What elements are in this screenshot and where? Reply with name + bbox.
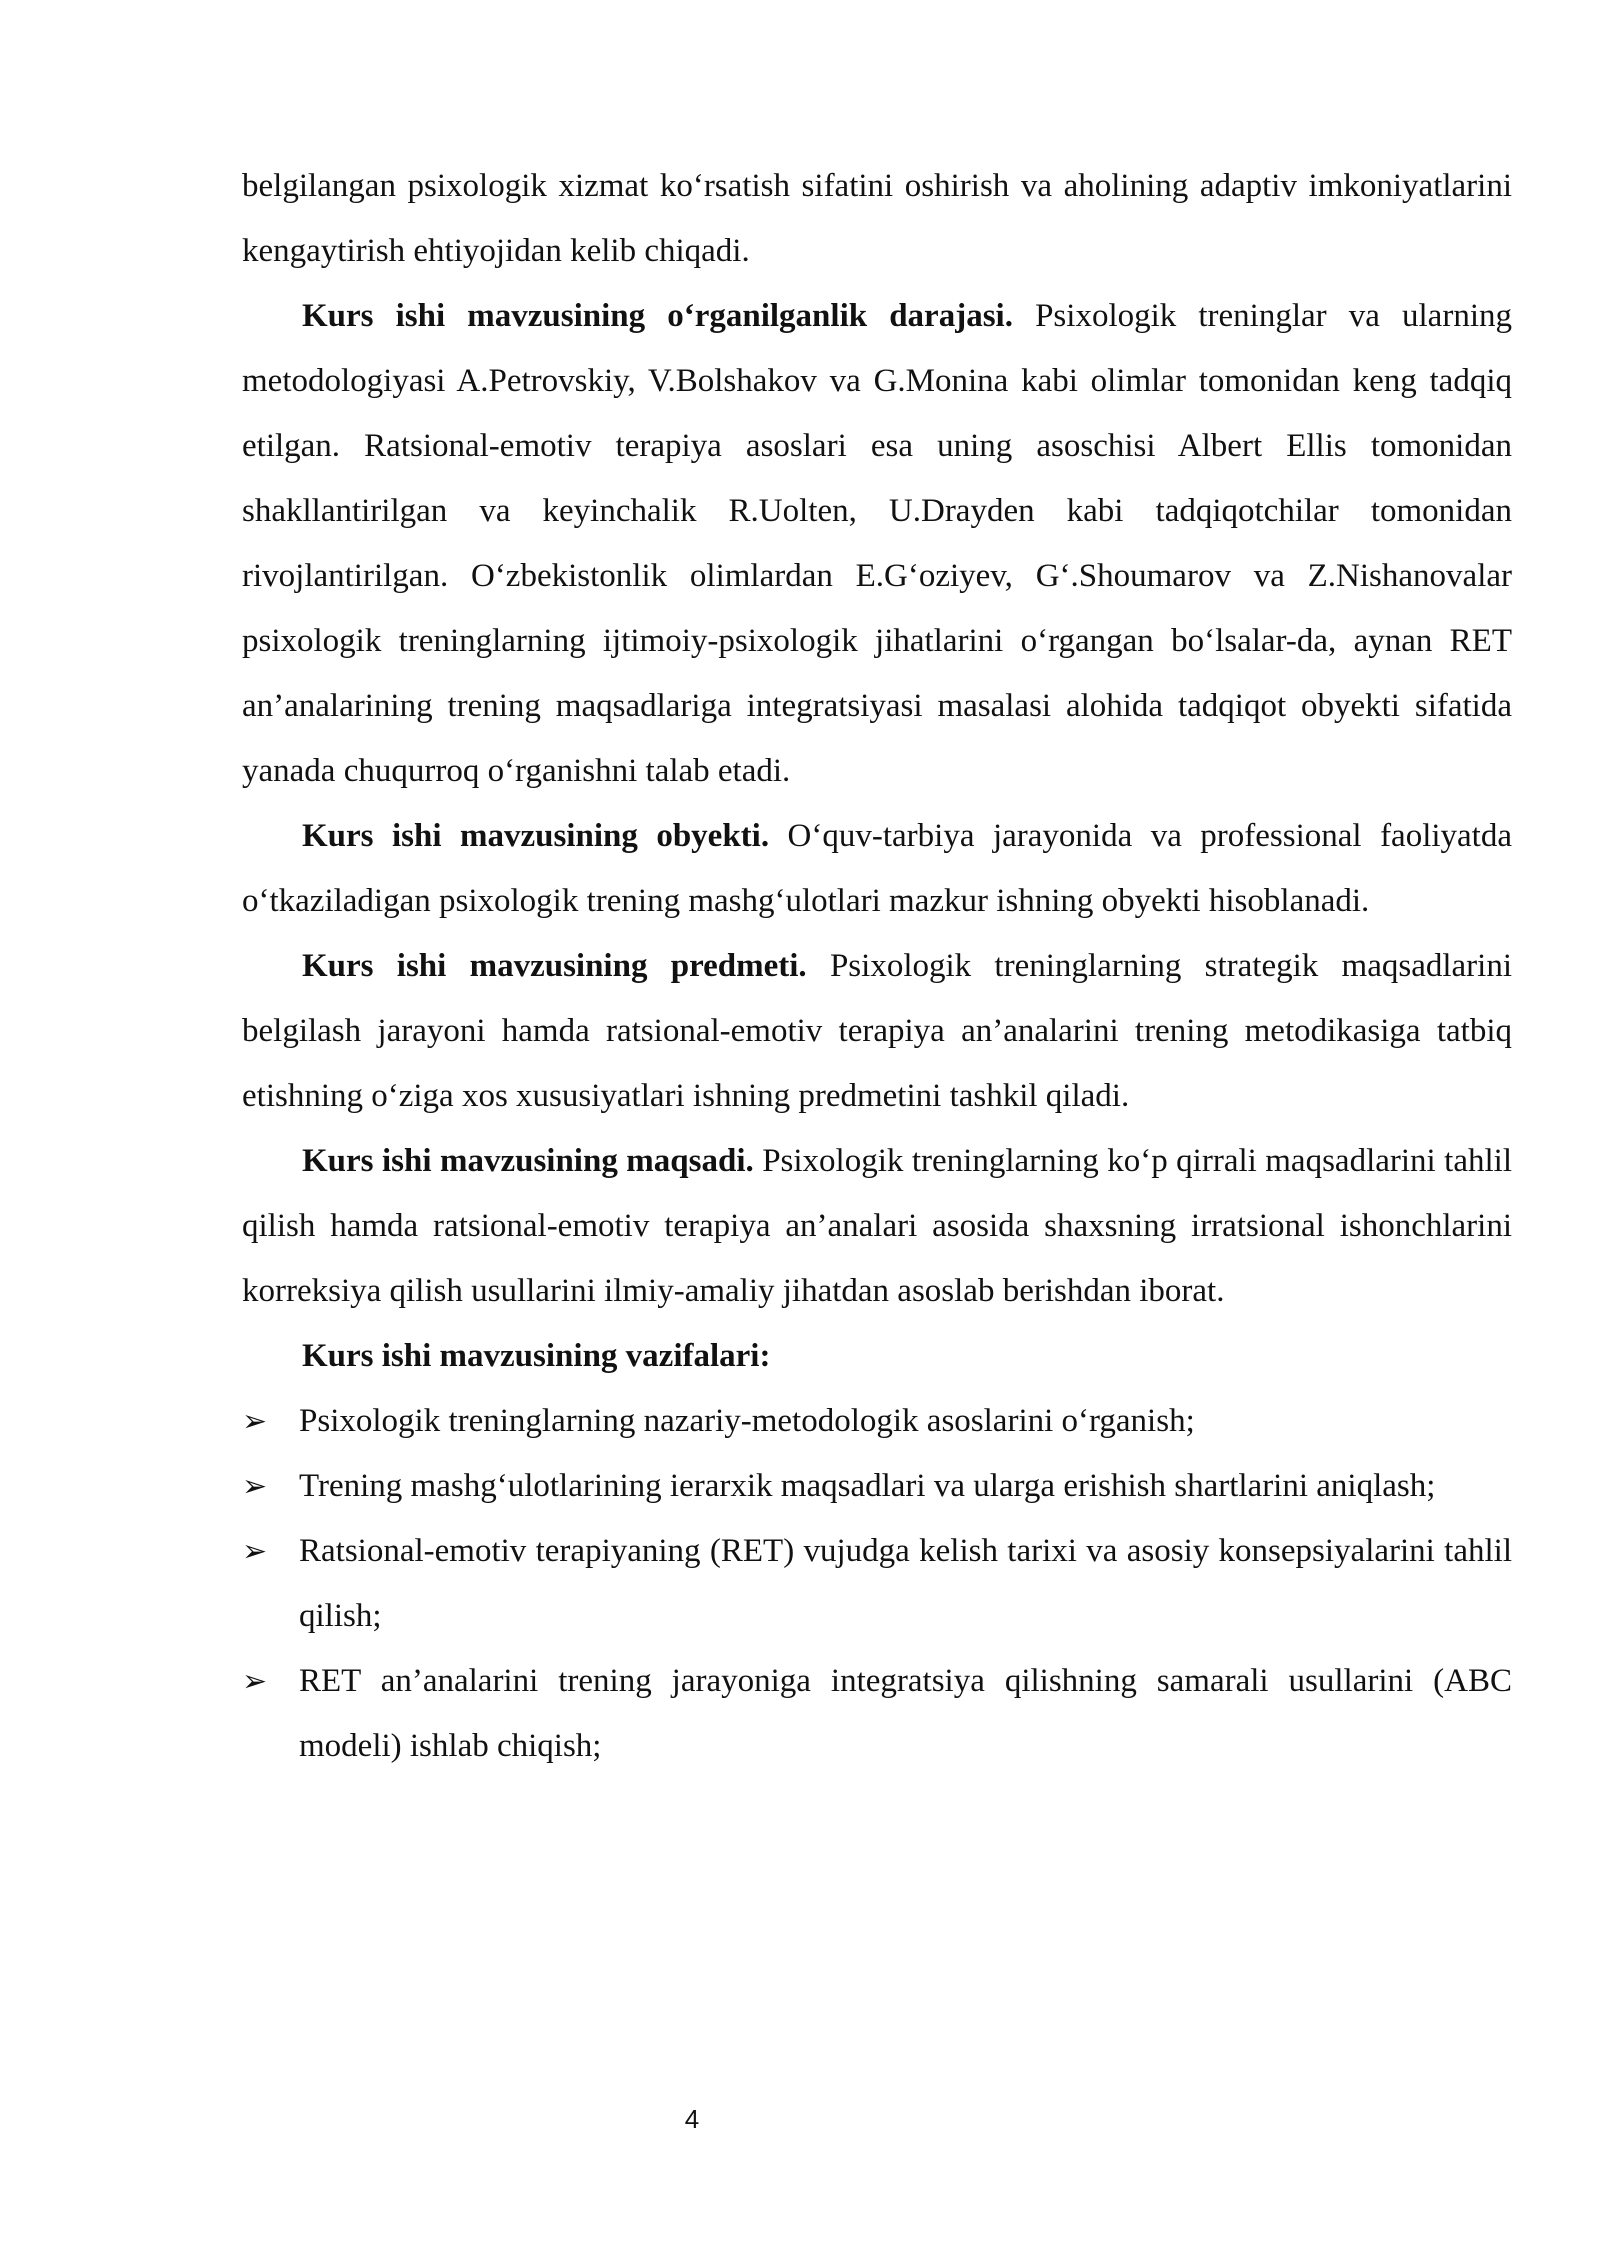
section-heading: Kurs ishi mavzusining predmeti. xyxy=(302,948,807,984)
document-page xyxy=(242,154,1512,1779)
arrowhead-bullet-icon: ➢ xyxy=(242,1469,268,1504)
arrowhead-bullet-icon: ➢ xyxy=(242,1534,268,1569)
page-number: 4 xyxy=(684,2104,700,2134)
section-goal xyxy=(242,1129,1512,1324)
list-item xyxy=(242,1649,1512,1779)
intro-continuation: belgilangan psixologik xizmat ko‘rsatish sifatini oshirish va aholining adaptiv imkoniyatlarini kengaytirish ehtiyojidan kelib chiqadi. xyxy=(242,168,1512,269)
section-heading: Kurs ishi mavzusining o‘rganilganlik darajasi. xyxy=(302,298,1013,334)
section-heading: Kurs ishi mavzusining maqsadi. xyxy=(302,1143,754,1179)
section-text: O‘quv-tarbiya jarayonida va professional faoliyatda o‘tkaziladigan psixologik trening mashg‘ulotlari mazkur ishning obyekti hisoblanadi. xyxy=(242,818,1513,919)
list-item-text: Ratsional-emotiv terapiyaning (RET) vujudga kelish tarixi va asosiy konsepsiyalarini tahlil qilish; xyxy=(299,1533,1512,1634)
section-subject xyxy=(242,934,1512,1129)
arrowhead-bullet-icon: ➢ xyxy=(242,1404,268,1439)
section-object xyxy=(242,804,1512,934)
list-item-text: Psixologik treninglarning nazariy-metodologik asoslarini o‘rganish; xyxy=(299,1403,1195,1439)
list-item-text: Trening mashg‘ulotlarining ierarxik maqsadlari va ularga erishish shartlarini aniqlash; xyxy=(299,1468,1436,1504)
list-item-text: RET an’analarini trening jarayoniga integratsiya qilishning samarali usullarini (ABC modeli) ishlab chiqish; xyxy=(299,1663,1512,1764)
list-item xyxy=(242,1454,1512,1519)
tasks-list xyxy=(242,1389,1512,1779)
section-study-level xyxy=(242,284,1512,804)
section-text: Psixologik treninglarning ko‘p qirrali maqsadlarini tahlil qilish hamda ratsional-emotiv terapiya an’analari asosida shaxsning irratsional ishonchlarini korreksiya qilish usullarini ilmiy-amaliy jihatdan asoslab berishdan iborat. xyxy=(242,1143,1512,1309)
section-text: Psixologik treninglarning strategik maqsadlarini belgilash jarayoni hamda ratsional-emotiv terapiya an’analarini trening metodikasiga tatbiq etishning o‘ziga xos xususiyatlari ishning predmetini tashkil qiladi. xyxy=(242,948,1512,1114)
section-heading: Kurs ishi mavzusining obyekti. xyxy=(302,818,770,854)
arrowhead-bullet-icon: ➢ xyxy=(242,1664,268,1699)
list-item xyxy=(242,1519,1512,1649)
list-item xyxy=(242,1389,1512,1454)
tasks-heading: Kurs ishi mavzusining vazifalari: xyxy=(302,1338,771,1374)
section-text: Psixologik treninglar va ularning metodologiyasi A.Petrovskiy, V.Bolshakov va G.Monina kabi olimlar tomonidan keng tadqiq etilgan. Ratsional-emotiv terapiya asoslari esa uning asoschisi Albert Ellis tomonidan shakllantirilgan va keyinchalik R.Uolten, U.Drayden kabi tadqiqotchilar tomonidan rivojlantirilgan. O‘zbekistonlik olimlardan E.G‘oziyev, G‘.Shoumarov va Z.Nishanovalar psixologik treninglarning ijtimoiy-psixologik jihatlarini o‘rgangan bo‘lsalar-da, aynan RET an’analarining trening maqsadlariga integratsiyasi masalasi alohida tadqiqot obyekti sifatida yanada chuqurroq o‘rganishni talab etadi. xyxy=(242,298,1512,789)
